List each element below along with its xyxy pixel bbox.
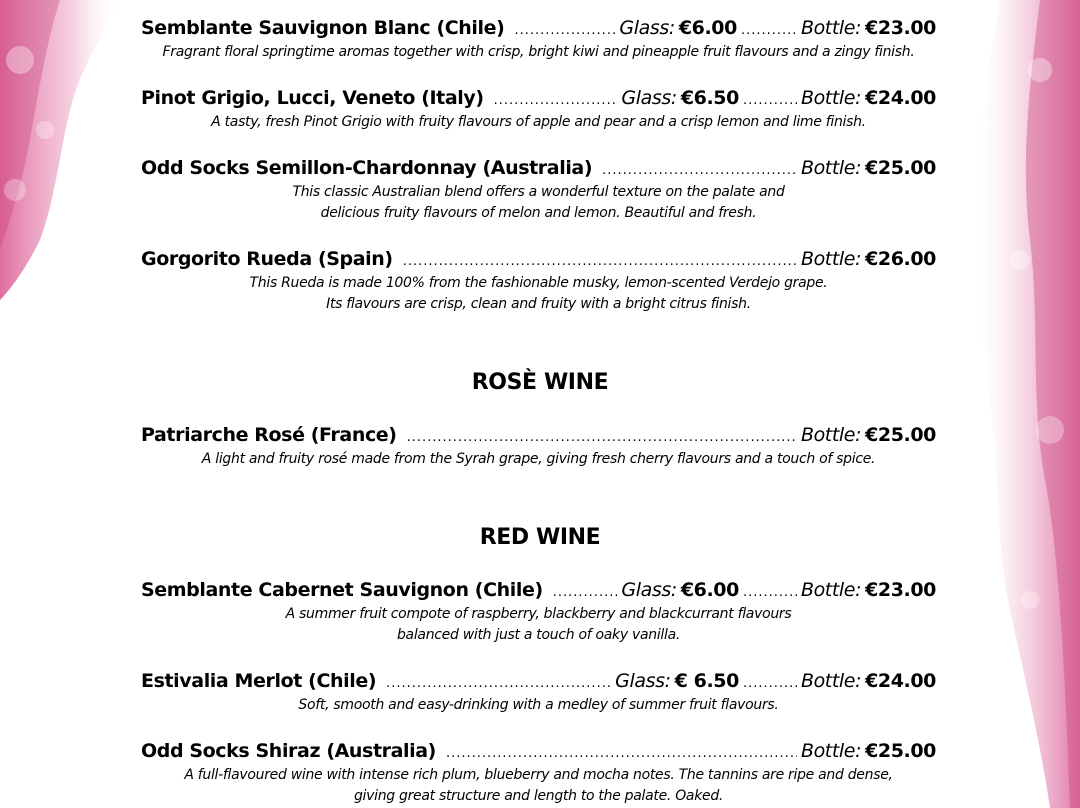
description-line: A summer fruit compote of raspberry, blackberry and blackcurrant flavours: [285, 606, 792, 622]
section-heading-rose: ROSÈ WINE: [471, 370, 609, 395]
dot-leader: [743, 579, 797, 607]
bottle-price: €25.00: [865, 157, 936, 179]
glass-price: €6.00: [678, 17, 737, 39]
wine-row: [141, 667, 936, 695]
description-line: This Rueda is made 100% from the fashionable musky, lemon-scented Verdejo grape.: [249, 275, 828, 291]
dot-leader: [514, 17, 615, 45]
dot-leader: [602, 157, 797, 185]
dot-leader: [553, 579, 618, 607]
dot-leader: [743, 670, 797, 698]
wine-item: [141, 84, 936, 133]
description-line: A tasty, fresh Pinot Grigio with fruity flavours of apple and pear and a crisp lemon and lime finish.: [211, 114, 866, 130]
wine-description: [141, 182, 936, 224]
bottle-price: €25.00: [865, 424, 936, 446]
wine-item: [141, 245, 936, 315]
bottle-label: Bottle:: [800, 579, 862, 601]
description-line: A light and fruity rosé made from the Syrah grape, giving fresh cherry flavours and a touch of spice.: [201, 451, 876, 467]
wine-item: [141, 154, 936, 224]
dot-leader: [403, 248, 797, 276]
wine-name: Pinot Grigio, Lucci, Veneto (Italy): [141, 87, 484, 109]
wine-row: [141, 84, 936, 112]
wine-item: [141, 421, 936, 470]
wine-name: Estivalia Merlot (Chile): [141, 670, 377, 692]
dot-leader: [407, 424, 797, 452]
glass-price: €6.00: [680, 579, 739, 601]
bottle-price: €24.00: [865, 87, 936, 109]
dot-leader: [386, 670, 611, 698]
glass-label: Glass:: [621, 87, 677, 109]
description-line: giving great structure and length to the palate. Oaked.: [353, 788, 724, 804]
bottle-label: Bottle:: [800, 424, 862, 446]
bottle-label: Bottle:: [800, 157, 862, 179]
description-line: This classic Australian blend offers a wonderful texture on the palate and: [292, 184, 785, 200]
wine-item: [141, 737, 936, 807]
description-line: balanced with just a touch of oaky vanilla.: [396, 627, 681, 643]
bottle-label: Bottle:: [800, 670, 862, 692]
wine-description: [141, 273, 936, 315]
description-line: Soft, smooth and easy-drinking with a medley of summer fruit flavours.: [298, 697, 779, 713]
glass-price: € 6.50: [674, 670, 739, 692]
dot-leader: [494, 87, 618, 115]
bottle-price: €23.00: [865, 17, 936, 39]
wine-name: Gorgorito Rueda (Spain): [141, 248, 393, 270]
dot-leader: [446, 740, 797, 768]
dot-leader: [743, 87, 797, 115]
wine-row: [141, 154, 936, 182]
description-line: A full-flavoured wine with intense rich plum, blueberry and mocha notes. The tannins are ripe and dense,: [184, 767, 893, 783]
dot-leader: [741, 17, 797, 45]
wine-row: [141, 576, 936, 604]
glass-label: Glass:: [621, 579, 677, 601]
description-line: Its flavours are crisp, clean and fruity with a bright citrus finish.: [326, 296, 751, 312]
wine-name: Semblante Cabernet Sauvignon (Chile): [141, 579, 543, 601]
wine-item: [141, 14, 936, 63]
wine-description: [141, 695, 936, 716]
description-line: Fragrant floral springtime aromas together with crisp, bright kiwi and pineapple fruit flavours and a zingy finish.: [162, 44, 915, 60]
wine-item: [141, 667, 936, 716]
glass-label: Glass:: [619, 17, 675, 39]
glass-label: Glass:: [615, 670, 671, 692]
wine-row: [141, 245, 936, 273]
section-heading-red: RED WINE: [479, 525, 601, 550]
bottle-label: Bottle:: [800, 248, 862, 270]
description-line: delicious fruity flavours of melon and lemon. Beautiful and fresh.: [320, 205, 757, 221]
wine-name: Patriarche Rosé (France): [141, 424, 397, 446]
bottle-price: €26.00: [865, 248, 936, 270]
wine-name: Odd Socks Semillon-Chardonnay (Australia): [141, 157, 593, 179]
wine-description: [141, 449, 936, 470]
wine-description: [141, 42, 936, 63]
wine-item: [141, 576, 936, 646]
wine-row: [141, 14, 936, 42]
wine-name: Odd Socks Shiraz (Australia): [141, 740, 436, 762]
glass-price: €6.50: [680, 87, 739, 109]
bottle-label: Bottle:: [800, 87, 862, 109]
wine-row: [141, 737, 936, 765]
bottle-price: €24.00: [865, 670, 936, 692]
bottle-label: Bottle:: [800, 17, 862, 39]
bottle-price: €23.00: [865, 579, 936, 601]
wine-description: [141, 112, 936, 133]
wine-row: [141, 421, 936, 449]
wine-name: Semblante Sauvignon Blanc (Chile): [141, 17, 505, 39]
bottle-label: Bottle:: [800, 740, 862, 762]
wine-description: [141, 604, 936, 646]
bottle-price: €25.00: [865, 740, 936, 762]
wine-description: [141, 765, 936, 807]
